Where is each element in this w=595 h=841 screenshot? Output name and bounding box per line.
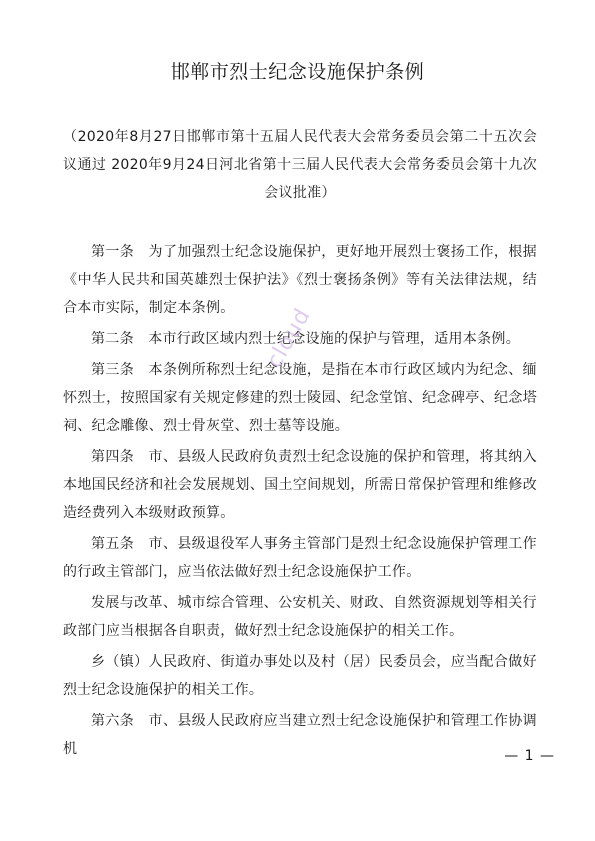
- article-3: 第三条 本条例所称烈士纪念设施，是指在本市行政区域内为纪念、缅怀烈士，按照国家有关规定修建的烈士陵园、纪念堂馆、纪念碑亭、纪念塔祠、纪念雕像、烈士骨灰堂、烈士墓等设施。: [63, 362, 537, 434]
- adoption-note: （2020年8月27日邯郸市第十五届人民代表大会常务委员会第二十五次会议通过 2020年9月24日河北省第十三届人民代表大会常务委员会第十九次会议批准）: [63, 129, 537, 201]
- article-4: 第四条 市、县级人民政府负责烈士纪念设施的保护和管理，将其纳入本地国民经济和社会发展规划、国土空间规划，所需日常保护管理和维修改造经费列入本级财政预算。: [63, 449, 537, 521]
- document-title: 邯郸市烈士纪念设施保护条例: [170, 61, 425, 83]
- article-5-clause-3: 乡（镇）人民政府、街道办事处以及村（居）民委员会，应当配合做好烈士纪念设施保护的相关工作。: [63, 654, 537, 698]
- article-2: 第二条 本市行政区域内烈士纪念设施的保护与管理，适用本条例。: [91, 331, 520, 347]
- article-6: 第六条 市、县级人民政府应当建立烈士纪念设施保护和管理工作协调机: [63, 713, 537, 757]
- article-1: 第一条 为了加强烈士纪念设施保护，更好地开展烈士褒扬工作，根据《中华人民共和国英雄烈士保护法》《烈士褒扬条例》等有关法律法规，结合本市实际，制定本条例。: [63, 244, 537, 316]
- watermark: cloud: [262, 304, 316, 373]
- page-number: — 1 —: [504, 748, 555, 764]
- article-5: 第五条 市、县级退役军人事务主管部门是烈士纪念设施保护管理工作的行政主管部门，应当依法做好烈士纪念设施保护工作。: [63, 536, 537, 580]
- article-5-clause-2: 发展与改革、城市综合管理、公安机关、财政、自然资源规划等相关行政部门应当根据各自职责，做好烈士纪念设施保护的相关工作。: [63, 595, 537, 639]
